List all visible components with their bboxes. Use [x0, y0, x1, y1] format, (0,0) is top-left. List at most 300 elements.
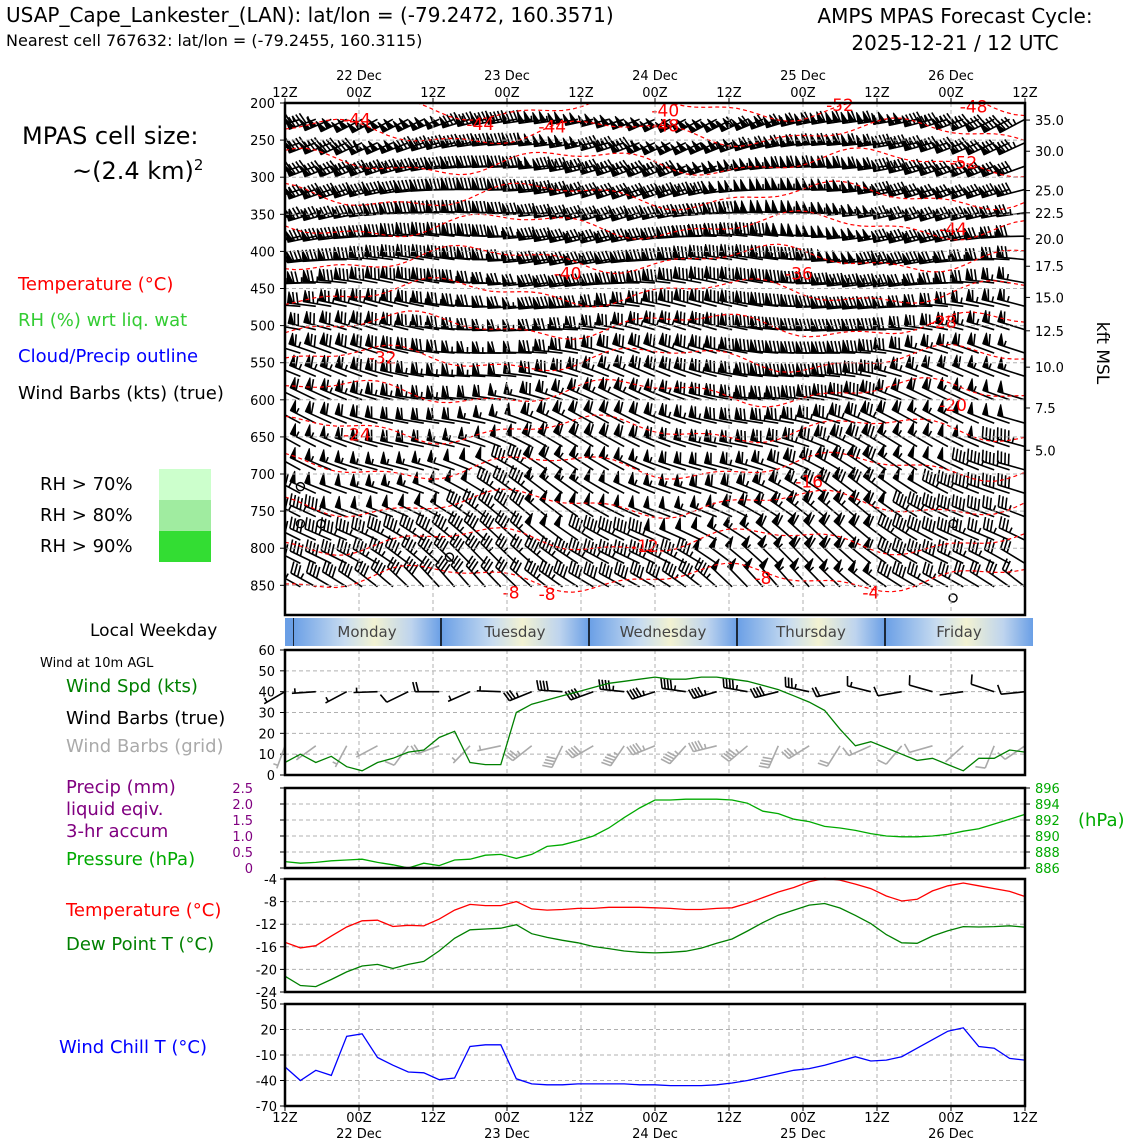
cross-section-barb-flag: [290, 471, 295, 484]
cross-section-barb-flag: [749, 157, 763, 169]
height-tick-label: 10.0: [1035, 361, 1064, 377]
cross-section-barb-flag: [599, 494, 604, 507]
cross-section-barb-flag: [785, 469, 791, 482]
cross-section-barb-flag: [335, 427, 340, 440]
wind-tick-label: 30: [258, 706, 275, 722]
cross-section-barb-flag: [735, 267, 741, 279]
cross-section-barb-flag: [674, 474, 679, 487]
cross-section-barb-flag: [305, 355, 310, 368]
cross-section-barb-flag: [273, 334, 278, 347]
bottom-date-label: 24 Dec: [632, 1127, 678, 1140]
cross-section-barb-flag: [998, 381, 1004, 394]
cross-section-barb-flag: [938, 424, 943, 437]
cross-section-barb-flag: [398, 494, 403, 507]
pressure-right-tick-label: 894: [1035, 798, 1060, 813]
cross-section-barb: [260, 408, 285, 424]
pressure-right-tick-label: 892: [1035, 814, 1060, 829]
cross-section-barb-flag: [396, 244, 402, 256]
wind-chill-tick-label: -40: [255, 1074, 277, 1090]
cross-section-barb-flag: [380, 266, 386, 278]
cross-section-barb-flag: [998, 310, 1003, 323]
cross-section-barb-flag: [319, 311, 325, 324]
cross-section-barb-flag: [444, 449, 449, 462]
cross-section-barb-flag: [612, 312, 618, 324]
cross-section-barb-flag: [938, 377, 943, 390]
cross-section-barb-flag: [766, 428, 772, 441]
temperature-contour-label: -48: [651, 116, 680, 137]
surface-barb-grid: [542, 746, 562, 768]
cross-section-barb: [276, 431, 301, 447]
cross-section-barb-flag: [396, 289, 402, 301]
cross-section-barb-flag: [998, 404, 1004, 417]
cross-section-barb-flag: [829, 403, 834, 416]
cross-section-barb-flag: [659, 310, 664, 323]
surface-barb-grid: [782, 746, 810, 759]
cross-section-barb-flag: [335, 403, 340, 416]
surface-barb-true: [909, 675, 932, 692]
pressure-tick-label: 350: [250, 208, 275, 224]
cross-section-barb-flag: [659, 356, 664, 369]
cross-section-barb-flag: [567, 378, 572, 391]
temperature-contour-label: -12: [630, 536, 659, 557]
cross-section-barb-flag: [381, 429, 387, 441]
temperature-contour-label: -32: [368, 348, 397, 369]
cross-section-barb-flag: [290, 400, 295, 413]
pressure-unit-label: (hPa): [1078, 810, 1125, 831]
surface-barb-true: [537, 680, 563, 692]
cross-section-barb: [257, 336, 285, 353]
cross-section-barb-flag: [658, 267, 664, 279]
legend-wind-barbs-grid: Wind Barbs (grid): [66, 736, 224, 757]
height-tick-label: 5.0: [1035, 444, 1056, 460]
temperature-contour-label: -24: [343, 425, 371, 446]
cross-section-barb-flag: [937, 355, 942, 368]
cross-section-barb-flag: [476, 447, 481, 460]
cross-section-barb-flag: [892, 400, 897, 413]
bottom-time-tick-label: 12Z: [568, 1111, 594, 1126]
cross-section-barb-flag: [270, 117, 279, 128]
cell-size-value-text: ~(2.4 km): [72, 157, 194, 185]
cross-section-barb-flag: [381, 474, 386, 487]
legend-pressure: Pressure (hPa): [66, 849, 196, 870]
pressure-right-tick-label: 888: [1035, 846, 1060, 861]
cross-section-barb-flag: [720, 451, 726, 464]
surface-barb-grid: [505, 746, 532, 761]
surface-barb-true: [998, 685, 1025, 694]
cross-section-barb-flag: [705, 452, 711, 465]
station-title: USAP_Cape_Lankester_(LAN): lat/lon = (-79.2472, 160.3571): [6, 3, 614, 27]
temperature-contour-label: -28: [928, 312, 957, 333]
top-time-tick-label: 00Z: [494, 86, 520, 101]
cross-section-barb-flag: [799, 447, 804, 460]
top-time-tick-label: 12Z: [420, 86, 446, 101]
cross-section-barb-flag: [674, 288, 680, 301]
cross-section-barb-flag: [952, 333, 957, 346]
cross-section-barb-flag: [721, 473, 726, 486]
cross-section-barb-flag: [521, 402, 526, 415]
pressure-tick-label: 400: [250, 245, 275, 261]
top-time-tick-label: 12Z: [1012, 86, 1038, 101]
forecast-cycle-line2: 2025-12-21 / 12 UTC: [851, 31, 1059, 55]
cross-section-barb-flag: [982, 310, 987, 323]
cross-section-barb-flag: [614, 447, 619, 460]
cross-section-barb-flag: [781, 223, 793, 235]
top-date-label: 23 Dec: [484, 69, 530, 84]
legend-temperature: Temperature (°C): [18, 274, 174, 295]
cross-section-barb-flag: [750, 200, 762, 212]
nearest-cell-subtitle: Nearest cell 767632: lat/lon = (-79.2455, 160.3115): [6, 31, 423, 50]
rh-legend-70: RH > 70%: [40, 474, 133, 495]
cross-section-barb-flag: [719, 244, 725, 256]
cross-section-barb-flag: [427, 429, 433, 441]
cross-section-barb-flag: [303, 290, 309, 302]
cross-section-barb-flag: [351, 496, 356, 509]
weekday-name: Tuesday: [484, 623, 546, 641]
cross-section-barb-flag: [660, 518, 665, 531]
cross-section-barb-flag: [536, 380, 541, 393]
cross-section-barb-flag: [334, 267, 340, 279]
cross-section-barb-flag: [350, 310, 355, 323]
surface-barb-grid: [661, 746, 686, 764]
cross-section-barb-flag: [261, 445, 267, 458]
cross-section-barb-flag: [813, 404, 818, 417]
cross-section-barb-flag: [305, 378, 310, 391]
temperature-contour-label: -48: [959, 97, 988, 118]
cross-section-barb-flag: [290, 377, 295, 390]
temperature-tick-label: -8: [264, 895, 277, 911]
cross-section-barb-flag: [751, 450, 756, 463]
cross-section-barb-flag: [846, 423, 852, 436]
cross-section-barb-flag: [704, 244, 710, 256]
cross-section-barb-flag: [517, 111, 531, 123]
cross-section-barb-flag: [460, 448, 465, 461]
cross-section-barb-flag: [411, 267, 417, 279]
cross-section-barb-flag: [350, 267, 356, 279]
rh-legend-90: RH > 90%: [40, 536, 133, 557]
cross-section-barb-flag: [381, 452, 387, 465]
surface-barb-grid: [818, 746, 840, 766]
height-tick-label: 15.0: [1035, 291, 1064, 307]
bottom-time-tick-label: 00Z: [790, 1111, 816, 1126]
cross-section-barb-flag: [581, 335, 587, 348]
top-time-tick-label: 00Z: [346, 86, 372, 101]
cross-section-barb-flag: [254, 187, 263, 198]
cross-section-barb-flag: [920, 313, 926, 325]
cross-section-barb: [275, 408, 300, 423]
cross-section-barb-flag: [967, 333, 972, 346]
weekday-label: Local Weekday: [90, 621, 218, 641]
wind-tick-label: 10: [258, 748, 275, 764]
legend-precip-accum: 3-hr accum: [66, 821, 169, 842]
cross-section-barb-flag: [397, 473, 402, 486]
calm-wind-marker: [445, 553, 453, 561]
cross-section-barb-flag: [691, 517, 696, 530]
cross-section-barb: [662, 560, 685, 587]
pressure-tick-label: 750: [250, 505, 275, 521]
surface-barb-grid: [998, 746, 1025, 760]
surface-barb-true: [627, 688, 655, 699]
surface-barb-true: [326, 692, 347, 703]
surface-barb-grid: [721, 746, 747, 762]
surface-barb-grid: [905, 744, 933, 753]
cross-section-barb-flag: [396, 407, 402, 419]
cross-section-barb-flag: [734, 179, 747, 191]
top-time-tick-label: 12Z: [568, 86, 594, 101]
cross-section-barb-flag: [426, 408, 432, 420]
cross-section-barb-flag: [396, 451, 402, 464]
cross-section-barb-flag: [861, 401, 866, 414]
temperature-contour-label: -40: [553, 264, 582, 285]
cross-section-barb-flag: [428, 450, 433, 463]
cross-section-barb-flag: [704, 407, 710, 419]
cross-section-barb-flag: [738, 493, 744, 506]
cross-section-barb-flag: [907, 377, 912, 390]
forecast-cycle-line1: AMPS MPAS Forecast Cycle:: [817, 4, 1093, 28]
height-axis-label: kft MSL: [1092, 321, 1112, 385]
cross-section-barb-flag: [797, 405, 803, 418]
cross-section-barb-flag: [921, 334, 926, 347]
cross-section-barb-flag: [938, 447, 943, 460]
bottom-date-label: 23 Dec: [484, 1127, 530, 1140]
cross-section-barb-flag: [997, 288, 1003, 301]
cross-section-barb-flag: [841, 252, 855, 264]
temperature-contour-label: -4: [862, 583, 880, 604]
cross-section-barb-flag: [584, 445, 590, 458]
cross-section-barb-flag: [707, 516, 713, 529]
cross-section-barb-flag: [689, 334, 694, 347]
bottom-time-tick-label: 00Z: [642, 1111, 668, 1126]
cross-section-barb-flag: [365, 288, 371, 301]
cross-section-barb-flag: [290, 424, 295, 437]
cross-section-barb-flag: [304, 311, 310, 324]
cross-section-barb-flag: [552, 379, 557, 392]
cross-section-barb-flag: [396, 384, 402, 396]
top-time-tick-label: 12Z: [864, 86, 890, 101]
cross-section-barb-flag: [411, 429, 417, 441]
cross-section-barb-flag: [997, 267, 1003, 279]
cross-section-barb-flag: [320, 473, 325, 486]
cross-section-barb-flag: [257, 335, 263, 348]
cross-section-barb-flag: [674, 451, 680, 464]
bottom-date-label: 22 Dec: [336, 1127, 382, 1140]
cross-section-barb-flag: [598, 355, 603, 368]
pressure-tick-label: 200: [250, 97, 275, 112]
cross-section-barb-flag: [676, 518, 681, 531]
surface-barb-grid: [975, 746, 994, 768]
cross-section-barb-flag: [289, 333, 294, 346]
surface-barb-true: [380, 692, 408, 703]
cross-section-barb-flag: [382, 495, 387, 508]
wind-chill-tick-label: 50: [260, 998, 277, 1013]
cross-section-barb-flag: [983, 333, 988, 346]
bottom-time-tick-label: 12Z: [272, 1111, 298, 1126]
legend-precip-liquid: liquid eqiv.: [66, 799, 164, 820]
cross-section-barb-flag: [550, 337, 556, 349]
cross-section-barb-flag: [305, 333, 310, 346]
cross-section-barb-flag: [613, 355, 618, 368]
cross-section-barb-flag: [290, 447, 295, 460]
cross-section-barb-flag: [735, 291, 741, 303]
surface-barb-grid: [477, 746, 500, 751]
temperature-tick-label: -16: [255, 940, 277, 956]
cross-section-barb: [275, 492, 300, 516]
height-tick-label: 17.5: [1035, 260, 1064, 276]
cross-section-barb-flag: [765, 200, 777, 212]
cross-section-barb-flag: [659, 333, 664, 346]
cross-section-barb-flag: [874, 337, 880, 349]
temperature-contour-label: -36: [784, 264, 813, 285]
cross-section-barb-flag: [255, 115, 263, 126]
temperature-contour-label: -44: [939, 220, 967, 241]
legend-wind-speed: Wind Spd (kts): [66, 676, 198, 697]
bottom-time-tick-label: 00Z: [346, 1111, 372, 1126]
cross-section-barb-flag: [923, 400, 928, 413]
surface-barb-grid: [385, 746, 408, 765]
cross-section-barb-flag: [614, 377, 619, 390]
cross-section-barb-flag: [766, 407, 772, 419]
cross-section-barb-flag: [998, 333, 1003, 346]
cross-section-barb-flag: [659, 403, 664, 416]
cross-section-barb-flag: [856, 229, 870, 241]
cross-section-barb-flag: [350, 474, 355, 487]
temperature-contour-label: -44: [538, 117, 567, 138]
cross-section-barb-flag: [811, 202, 824, 214]
top-time-tick-label: 12Z: [716, 86, 742, 101]
cross-section-barb-flag: [720, 266, 726, 278]
cross-section-barb-flag: [659, 496, 664, 509]
cross-section-barb-flag: [905, 335, 911, 347]
cross-section-barb-flag: [276, 423, 282, 436]
cross-section-barb-flag: [568, 400, 573, 413]
wind-chill-tick-label: -10: [255, 1049, 277, 1064]
cross-section-barb-flag: [584, 422, 590, 435]
cross-section-barb-flag: [414, 493, 420, 506]
cross-section-barb-flag: [365, 382, 371, 395]
pressure-tick-label: 700: [250, 468, 275, 484]
cross-section-barb-flag: [565, 336, 571, 348]
pressure-tick-label: 550: [250, 356, 275, 372]
surface-barb-grid: [601, 746, 624, 766]
cross-section-barb-flag: [334, 289, 340, 301]
temperature-contour-label: -8: [502, 583, 520, 604]
height-tick-label: 22.5: [1035, 206, 1064, 222]
cross-section-barb-flag: [551, 358, 557, 371]
precip-tick-label: 2.0: [232, 798, 253, 813]
pressure-tick-label: 800: [250, 542, 275, 558]
legend-rh: RH (%) wrt liq. wat: [18, 310, 188, 331]
pressure-tick-label: 650: [250, 430, 275, 446]
bottom-time-tick-label: 12Z: [420, 1111, 446, 1126]
pressure-tick-label: 250: [250, 134, 275, 150]
cross-section-barb-flag: [908, 469, 914, 482]
legend-precip: Precip (mm): [66, 777, 176, 798]
cross-section-barb: [1003, 559, 1026, 587]
cross-section-barb-flag: [750, 179, 763, 191]
cross-section-barb-flag: [396, 337, 402, 349]
cross-section-barb-flag: [411, 290, 417, 302]
cross-section-barb-flag: [674, 381, 680, 394]
cross-section-barb-flag: [520, 381, 526, 394]
cross-section-barb-flag: [674, 404, 679, 417]
cross-section-barb-flag: [613, 333, 618, 346]
cross-section-barb-flag: [396, 266, 402, 278]
cross-section-barb-flag: [704, 429, 710, 441]
temperature-contour-label: -44: [343, 110, 371, 131]
cross-section-barb-flag: [365, 406, 371, 418]
precip-tick-label: 1.5: [232, 814, 253, 829]
cross-section-barb-flag: [305, 401, 310, 414]
cross-section-barb-flag: [675, 496, 680, 509]
cross-section-barb-flag: [380, 383, 386, 395]
surface-barb-true: [971, 674, 994, 691]
cross-section-barb-flag: [614, 471, 619, 484]
cross-section-barb-flag: [409, 117, 425, 130]
cross-section-barb-flag: [781, 406, 787, 418]
cross-section-barb-flag: [705, 473, 710, 486]
cross-section-barb-flag: [689, 288, 695, 300]
top-date-label: 25 Dec: [780, 69, 826, 84]
wind-tick-label: 40: [258, 685, 275, 701]
rh-legend-80: RH > 80%: [40, 505, 133, 526]
cross-section-barb-flag: [812, 383, 818, 395]
wind-10m-label: Wind at 10m AGL: [40, 656, 154, 671]
top-date-label: 26 Dec: [928, 69, 974, 84]
cross-section-barb-flag: [690, 496, 695, 509]
cross-section-barb-flag: [275, 400, 280, 413]
surface-barb-true: [477, 686, 501, 692]
cross-section-barb-flag: [830, 424, 835, 437]
cross-section-barb-flag: [350, 451, 356, 464]
cross-section-barb-flag: [689, 406, 695, 418]
bottom-date-label: 25 Dec: [780, 1127, 826, 1140]
cross-section-barb: [275, 469, 300, 494]
cross-section-barb-flag: [983, 379, 988, 392]
cross-section-barb-flag: [335, 496, 340, 509]
cross-section-barb-flag: [320, 378, 325, 391]
temperature-contour-label: -44: [466, 114, 495, 135]
cross-section-barb-flag: [889, 336, 895, 348]
cross-section-barb-flag: [553, 400, 558, 413]
cross-section-barb: [275, 516, 301, 540]
cross-section-barb-flag: [893, 422, 899, 435]
cross-section-barb-flag: [720, 289, 726, 301]
cross-section-barb-flag: [704, 266, 710, 278]
calm-wind-marker: [949, 594, 957, 602]
surface-barb-true: [785, 677, 809, 692]
cross-section-barb-flag: [628, 333, 633, 346]
temperature-tick-label: -24: [255, 986, 277, 1001]
cross-section-barb-flag: [862, 422, 868, 435]
cross-section-barb-flag: [644, 378, 649, 391]
height-tick-label: 30.0: [1035, 145, 1064, 161]
cross-section-barb-flag: [366, 474, 372, 487]
cross-section-barb-flag: [614, 400, 619, 413]
cross-section-barb-flag: [412, 451, 417, 464]
cross-section-barb-flag: [627, 290, 633, 302]
cross-section-barb-flag: [966, 289, 972, 301]
cross-section-barb-flag: [750, 407, 756, 419]
cross-section-barb-flag: [856, 205, 870, 217]
cross-section-barb-flag: [365, 452, 371, 464]
cross-section-barb-flag: [350, 288, 356, 301]
cross-section-barb-flag: [796, 225, 808, 237]
bottom-time-tick-label: 00Z: [494, 1111, 520, 1126]
cross-section-barb: [257, 229, 285, 243]
pressure-tick-label: 300: [250, 171, 275, 187]
cross-section-barb-flag: [781, 178, 793, 190]
cross-section-barb-flag: [908, 400, 914, 413]
cross-section-barb-flag: [445, 470, 451, 483]
